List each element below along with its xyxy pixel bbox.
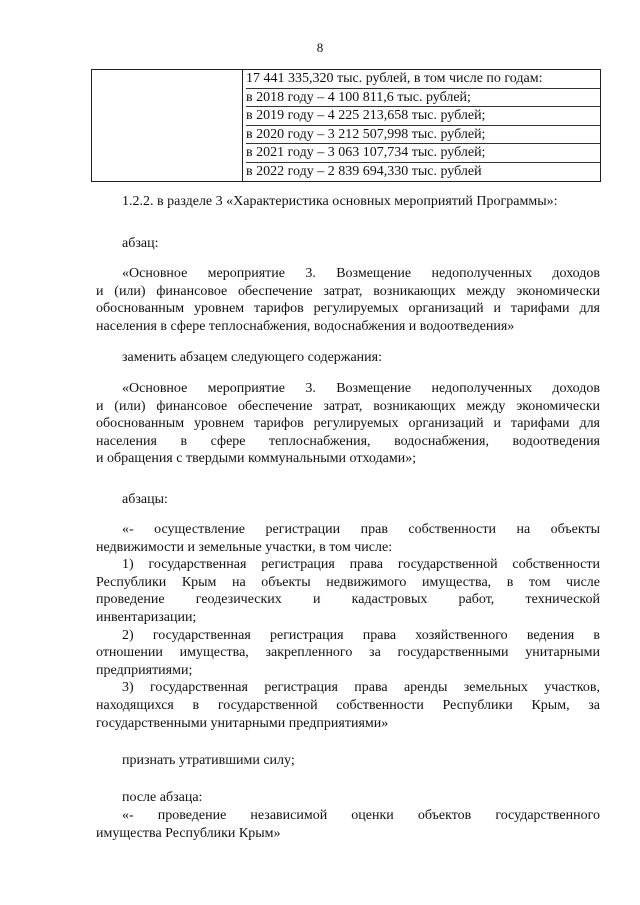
section-heading: 1.2.2. в разделе 3 «Характеристика основных мероприятий Программы»: — [122, 194, 558, 209]
text-line: инвентаризации; — [96, 609, 197, 625]
table-value-line: в 2019 году – 4 225 213,658 тыс. рублей; — [246, 107, 600, 126]
old-paragraph — [96, 265, 600, 335]
table-cell-values — [243, 70, 601, 182]
page-number: 8 — [316, 40, 324, 55]
text-line: и (или) финансовое обеспечение затрат, возникающих между экономически — [96, 283, 600, 299]
text-line: находящихся в государственной собственности Республики Крым, за — [96, 697, 600, 713]
table-row — [92, 70, 601, 182]
text-line: «Основное мероприятие 3. Возмещение недополученных доходов — [122, 381, 600, 396]
text-line: населения в сфере теплоснабжения, водоснабжения и водоотведения» — [96, 318, 515, 334]
text-line: «Основное мероприятие 3. Возмещение недополученных доходов — [122, 266, 600, 281]
text-line: и (или) финансовое обеспечение затрат, возникающих между экономически — [96, 398, 600, 414]
text-line: отношении имущества, закрепленного за государственными унитарными — [96, 645, 600, 661]
label-paragraph: абзац: — [122, 236, 159, 251]
text-line: «- проведение независимой оценки объектов государственного — [122, 808, 600, 823]
after-label: после абзаца: — [122, 790, 203, 805]
table-value-line: в 2018 году – 4 100 811,6 тыс. рублей; — [246, 89, 600, 108]
table-value-line: в 2022 году – 2 839 694,330 тыс. рублей — [246, 163, 482, 179]
table-value-line: 17 441 335,320 тыс. рублей, в том числе по годам: — [246, 70, 600, 89]
text-line: предприятиями; — [96, 662, 193, 678]
table-value-line: в 2021 году – 3 063 107,734 тыс. рублей; — [246, 144, 600, 163]
invalid-label: признать утратившими силу; — [122, 753, 295, 768]
table-value-line: в 2020 году – 3 212 507,998 тыс. рублей; — [246, 126, 600, 145]
list-block — [96, 521, 600, 732]
text-line: государственными унитарными предприятиями» — [96, 715, 389, 731]
text-line: обоснованным уровнем тарифов регулируемых организаций и тарифами для — [96, 301, 600, 317]
replace-label: заменить абзацем следующего содержания: — [122, 350, 382, 365]
after-paragraph — [96, 807, 600, 842]
table-cell-empty — [92, 70, 243, 182]
funding-table — [91, 69, 601, 182]
text-line: имущества Республики Крым» — [96, 825, 281, 841]
label-paragraphs: абзацы: — [122, 492, 168, 507]
text-line: «- осуществление регистрации прав собственности на объекты — [122, 522, 600, 537]
text-line: населения в сфере теплоснабжения, водоснабжения, водоотведения — [96, 433, 600, 449]
text-line: проведение геодезических и кадастровых работ, технической — [96, 592, 600, 608]
text-line: 2) государственная регистрация права хозяйственного ведения в — [122, 627, 600, 643]
text-line: Республики Крым на объекты недвижимого имущества, в том числе — [96, 574, 600, 590]
text-line: недвижимости и земельные участки, в том числе: — [96, 539, 393, 555]
text-line: 3) государственная регистрация права аренды земельных участков, — [122, 680, 600, 696]
text-line: обоснованным уровнем тарифов регулируемых организаций и тарифами для — [96, 416, 600, 432]
new-paragraph — [96, 380, 600, 468]
text-line: и обращения с твердыми коммунальными отходами»; — [96, 451, 417, 467]
text-line: 1) государственная регистрация права государственной собственности — [122, 557, 600, 573]
